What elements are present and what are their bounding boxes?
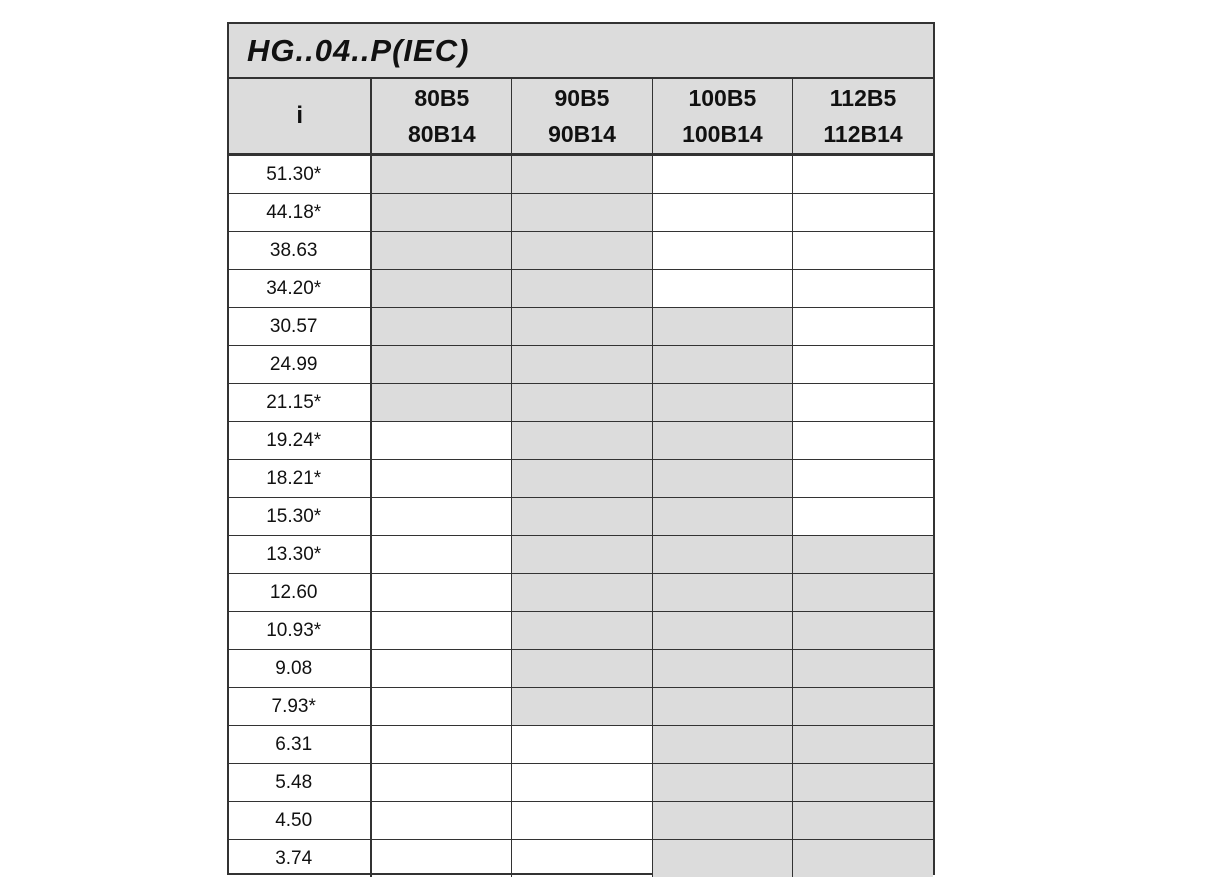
availability-cell-filled <box>793 650 933 688</box>
availability-cell-empty <box>793 384 933 422</box>
motor-column-header-90 <box>512 79 652 155</box>
availability-cell-empty <box>371 612 511 650</box>
motor-header-line2: 112B14 <box>823 121 903 147</box>
table-title-bar <box>229 24 933 79</box>
ratio-cell: 6.31 <box>229 726 371 764</box>
table-row <box>229 384 933 422</box>
availability-cell-filled <box>371 270 511 308</box>
availability-cell-empty <box>652 232 792 270</box>
motor-column-header-100 <box>652 79 792 155</box>
availability-cell-empty <box>793 346 933 384</box>
availability-cell-filled <box>652 612 792 650</box>
compatibility-table-sheet <box>227 22 935 875</box>
table-body <box>229 155 933 878</box>
availability-cell-filled <box>371 384 511 422</box>
availability-cell-filled <box>371 308 511 346</box>
table-row <box>229 346 933 384</box>
availability-cell-filled <box>652 764 792 802</box>
table-row <box>229 155 933 194</box>
table-row <box>229 650 933 688</box>
availability-cell-filled <box>793 688 933 726</box>
availability-cell-filled <box>512 346 652 384</box>
availability-cell-empty <box>371 498 511 536</box>
ratio-cell: 9.08 <box>229 650 371 688</box>
ratio-cell: 3.74 <box>229 840 371 878</box>
availability-cell-empty <box>371 726 511 764</box>
ratio-cell: 21.15* <box>229 384 371 422</box>
ratio-cell: 30.57 <box>229 308 371 346</box>
motor-header-line2: 100B14 <box>682 121 763 147</box>
availability-cell-filled <box>793 764 933 802</box>
availability-cell-empty <box>793 498 933 536</box>
availability-cell-filled <box>371 194 511 232</box>
availability-cell-filled <box>512 650 652 688</box>
availability-cell-empty <box>371 460 511 498</box>
availability-cell-empty <box>371 574 511 612</box>
availability-cell-filled <box>793 536 933 574</box>
ratio-cell: 38.63 <box>229 232 371 270</box>
header-row <box>229 79 933 155</box>
ratio-cell: 34.20* <box>229 270 371 308</box>
availability-cell-filled <box>652 536 792 574</box>
availability-cell-empty <box>371 840 511 878</box>
table-row <box>229 270 933 308</box>
availability-cell-filled <box>512 308 652 346</box>
ratio-motor-table <box>229 79 933 877</box>
availability-cell-filled <box>512 574 652 612</box>
availability-cell-empty <box>371 802 511 840</box>
ratio-cell: 13.30* <box>229 536 371 574</box>
availability-cell-filled <box>652 726 792 764</box>
availability-cell-filled <box>652 802 792 840</box>
availability-cell-empty <box>371 536 511 574</box>
availability-cell-empty <box>652 270 792 308</box>
table-row <box>229 232 933 270</box>
availability-cell-filled <box>512 536 652 574</box>
table-row <box>229 536 933 574</box>
availability-cell-empty <box>371 688 511 726</box>
availability-cell-empty <box>371 650 511 688</box>
ratio-column-header: i <box>229 79 371 155</box>
motor-header-line1: 80B5 <box>414 85 470 111</box>
table-row <box>229 726 933 764</box>
ratio-cell: 7.93* <box>229 688 371 726</box>
availability-cell-filled <box>371 346 511 384</box>
availability-cell-empty <box>793 460 933 498</box>
ratio-cell: 18.21* <box>229 460 371 498</box>
ratio-cell: 24.99 <box>229 346 371 384</box>
availability-cell-empty <box>652 155 792 194</box>
motor-header-line1: 112B5 <box>829 85 897 111</box>
availability-cell-empty <box>512 840 652 878</box>
motor-column-header-80 <box>371 79 511 155</box>
availability-cell-filled <box>512 155 652 194</box>
availability-cell-filled <box>512 384 652 422</box>
availability-cell-empty <box>512 764 652 802</box>
availability-cell-filled <box>512 270 652 308</box>
availability-cell-filled <box>652 688 792 726</box>
ratio-cell: 10.93* <box>229 612 371 650</box>
ratio-cell: 4.50 <box>229 802 371 840</box>
availability-cell-filled <box>652 346 792 384</box>
availability-cell-filled <box>512 232 652 270</box>
availability-cell-filled <box>652 460 792 498</box>
availability-cell-empty <box>793 270 933 308</box>
availability-cell-filled <box>652 498 792 536</box>
availability-cell-filled <box>512 612 652 650</box>
availability-cell-empty <box>512 802 652 840</box>
availability-cell-filled <box>652 840 792 878</box>
availability-cell-empty <box>512 726 652 764</box>
availability-cell-filled <box>793 840 933 878</box>
motor-column-header-112 <box>793 79 933 155</box>
table-row <box>229 612 933 650</box>
availability-cell-empty <box>793 422 933 460</box>
availability-cell-filled <box>652 650 792 688</box>
availability-cell-filled <box>512 194 652 232</box>
availability-cell-empty <box>793 232 933 270</box>
table-row <box>229 764 933 802</box>
motor-header-line2: 90B14 <box>548 121 616 147</box>
availability-cell-filled <box>512 422 652 460</box>
ratio-cell: 15.30* <box>229 498 371 536</box>
availability-cell-empty <box>793 155 933 194</box>
table-row <box>229 840 933 878</box>
availability-cell-filled <box>793 726 933 764</box>
availability-cell-empty <box>793 308 933 346</box>
table-row <box>229 422 933 460</box>
availability-cell-filled <box>512 460 652 498</box>
motor-header-line2: 80B14 <box>407 121 476 147</box>
table-row <box>229 688 933 726</box>
ratio-cell: 5.48 <box>229 764 371 802</box>
availability-cell-filled <box>512 688 652 726</box>
table-title: HG..04..P(IEC) <box>247 32 470 68</box>
availability-cell-empty <box>652 194 792 232</box>
availability-cell-empty <box>371 764 511 802</box>
availability-cell-filled <box>793 802 933 840</box>
table-row <box>229 802 933 840</box>
availability-cell-filled <box>793 574 933 612</box>
motor-header-line1: 90B5 <box>554 85 610 111</box>
availability-cell-filled <box>652 422 792 460</box>
availability-cell-filled <box>512 498 652 536</box>
ratio-cell: 12.60 <box>229 574 371 612</box>
availability-cell-filled <box>652 308 792 346</box>
availability-cell-filled <box>371 232 511 270</box>
ratio-cell: 44.18* <box>229 194 371 232</box>
availability-cell-empty <box>371 422 511 460</box>
availability-cell-filled <box>652 384 792 422</box>
availability-cell-filled <box>371 155 511 194</box>
ratio-cell: 19.24* <box>229 422 371 460</box>
motor-header-line1: 100B5 <box>688 85 757 111</box>
table-row <box>229 460 933 498</box>
table-row <box>229 308 933 346</box>
table-row <box>229 574 933 612</box>
ratio-cell: 51.30* <box>229 155 371 194</box>
table-row <box>229 194 933 232</box>
availability-cell-filled <box>652 574 792 612</box>
availability-cell-filled <box>793 612 933 650</box>
availability-cell-empty <box>793 194 933 232</box>
table-row <box>229 498 933 536</box>
